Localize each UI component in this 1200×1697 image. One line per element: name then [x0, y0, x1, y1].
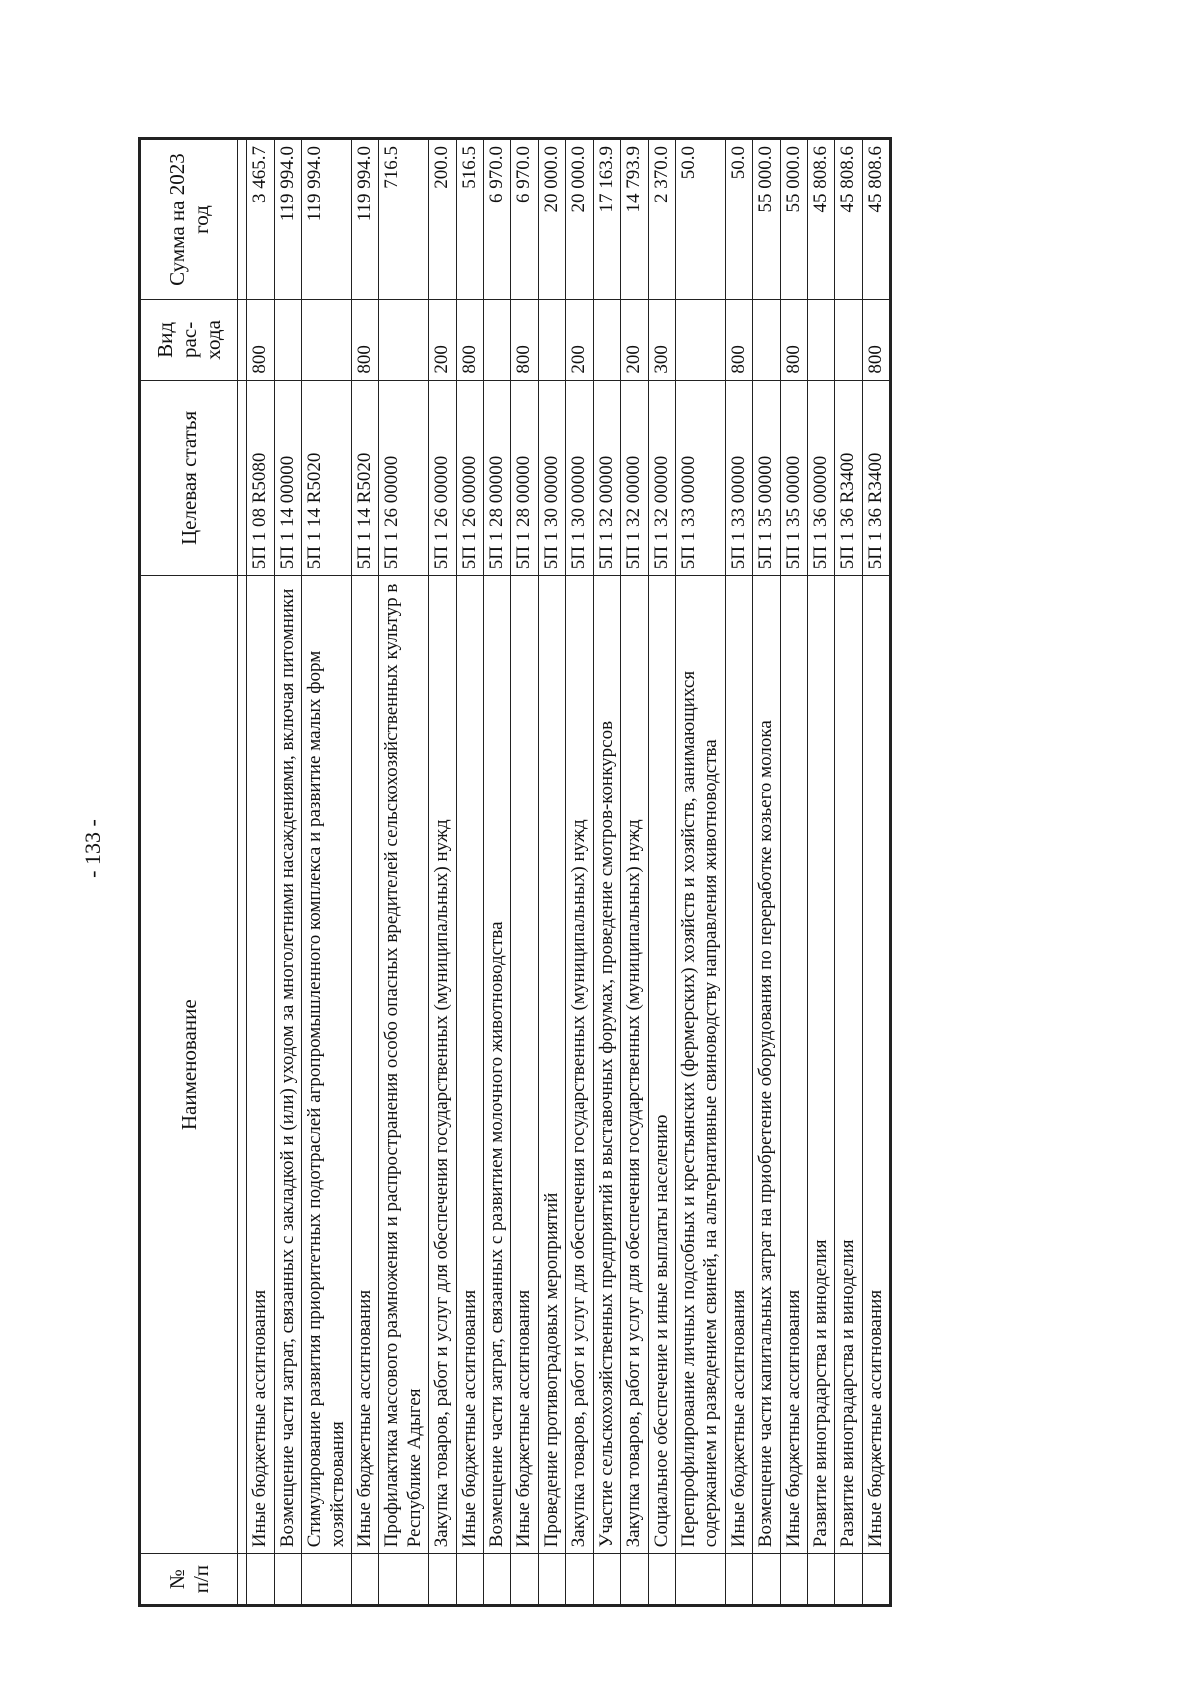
cell-kind: 200: [566, 300, 593, 381]
header-name: Наименование: [140, 576, 238, 1554]
cell-num: [648, 1554, 675, 1606]
cell-sum: 119 994.0: [274, 139, 301, 300]
cell-kind: [835, 300, 862, 381]
cell-name: Иные бюджетные ассигнования: [247, 576, 274, 1554]
cell-code: 5П 1 33 00000: [675, 380, 725, 576]
cell-num: [566, 1554, 593, 1606]
cell-name: Участие сельскохозяйственных предприятий в выставочных форумах, проведение смотров-конкурсов: [593, 576, 620, 1554]
cell-name: Закупка товаров, работ и услуг для обеспечения государственных (муниципальных) нужд: [429, 576, 456, 1554]
cell-name: Развитие виноградарства и виноделия: [835, 576, 862, 1554]
cell-name: Развитие виноградарства и виноделия: [807, 576, 834, 1554]
cell-sum: 17 163.9: [593, 139, 620, 300]
cell-kind: 800: [352, 300, 379, 381]
table-row: [675, 139, 725, 1606]
cell-kind: 800: [247, 300, 274, 381]
cell-sum: 119 994.0: [352, 139, 379, 300]
table-row: [566, 139, 593, 1606]
cell-sum: 50.0: [725, 139, 752, 300]
cell-code: 5П 1 30 00000: [566, 380, 593, 576]
header-num: № п/п: [140, 1554, 238, 1606]
cell-kind: [484, 300, 511, 381]
table-row: [621, 139, 648, 1606]
page-number: - 133 -: [80, 819, 105, 878]
cell-sum: 45 808.6: [807, 139, 834, 300]
cell-num: [862, 1554, 890, 1606]
cell-sum: 14 793.9: [621, 139, 648, 300]
table-row: [862, 139, 890, 1606]
table-body: [238, 139, 891, 1606]
cell-name: Закупка товаров, работ и услуг для обеспечения государственных (муниципальных) нужд: [621, 576, 648, 1554]
cell-num: [379, 1554, 429, 1606]
table-row: [352, 139, 379, 1606]
cell-name: Закупка товаров, работ и услуг для обеспечения государственных (муниципальных) нужд: [566, 576, 593, 1554]
table-row: [807, 139, 834, 1606]
cell-sum: 20 000.0: [538, 139, 565, 300]
cell-sum: 3 465.7: [247, 139, 274, 300]
cell-num: [538, 1554, 565, 1606]
cell-code: 5П 1 30 00000: [538, 380, 565, 576]
cell-kind: [379, 300, 429, 381]
cell-code: 5П 1 26 00000: [456, 380, 483, 576]
cell-code: 5П 1 28 00000: [484, 380, 511, 576]
cell-kind: 800: [725, 300, 752, 381]
cell-name: Социальное обеспечение и иные выплаты населению: [648, 576, 675, 1554]
cell-num: [429, 1554, 456, 1606]
cell-name: Возмещение части капитальных затрат на приобретение оборудования по переработке козьего молока: [753, 576, 780, 1554]
cell-sum: 516.5: [456, 139, 483, 300]
header-kind: Вид рас-хода: [140, 300, 238, 381]
cell-kind: [538, 300, 565, 381]
cell-kind: 200: [429, 300, 456, 381]
cell-name: Иные бюджетные ассигнования: [511, 576, 538, 1554]
cell-num: [621, 1554, 648, 1606]
cell-name: Иные бюджетные ассигнования: [780, 576, 807, 1554]
table-row: [429, 139, 456, 1606]
cell-kind: [274, 300, 301, 381]
header-sum: Сумма на 2023 год: [140, 139, 238, 300]
cell-code: 5П 1 26 00000: [429, 380, 456, 576]
cell-sum: 200.0: [429, 139, 456, 300]
cell-code: 5П 1 14 00000: [274, 380, 301, 576]
cell-num: [456, 1554, 483, 1606]
cell-sum: 119 994.0: [302, 139, 352, 300]
cell-num: [247, 1554, 274, 1606]
table-header-row: [140, 139, 238, 1606]
cell-code: 5П 1 32 00000: [621, 380, 648, 576]
cell-kind: [753, 300, 780, 381]
cell-kind: 200: [621, 300, 648, 381]
cell-kind: [302, 300, 352, 381]
cell-kind: [807, 300, 834, 381]
table-row: [456, 139, 483, 1606]
cell-name: Возмещение части затрат, связанных с закладкой и (или) уходом за многолетними насаждениями, включая питомники: [274, 576, 301, 1554]
cell-code: 5П 1 32 00000: [593, 380, 620, 576]
cell-num: [753, 1554, 780, 1606]
cell-name: Перепрофилирование личных подсобных и крестьянских (фермерских) хозяйств и хозяйств, занимающихся содержанием и разведением свиней, на альтернативные свиноводству направления животноводства: [675, 576, 725, 1554]
table-row: [593, 139, 620, 1606]
table-row: [725, 139, 752, 1606]
table-row: [379, 139, 429, 1606]
table-row: [538, 139, 565, 1606]
cell-num: [807, 1554, 834, 1606]
cell-name: Иные бюджетные ассигнования: [456, 576, 483, 1554]
cell-name: Иные бюджетные ассигнования: [725, 576, 752, 1554]
cell-code: 5П 1 32 00000: [648, 380, 675, 576]
cell-num: [274, 1554, 301, 1606]
header-code: Целевая статья: [140, 380, 238, 576]
cell-num: [780, 1554, 807, 1606]
cell-kind: [593, 300, 620, 381]
cell-num: [511, 1554, 538, 1606]
spacer-row: [238, 139, 247, 1606]
cell-code: 5П 1 35 00000: [780, 380, 807, 576]
table-row: [247, 139, 274, 1606]
cell-sum: 45 808.6: [862, 139, 890, 300]
cell-kind: 800: [862, 300, 890, 381]
table-row: [753, 139, 780, 1606]
cell-code: 5П 1 14 R5020: [352, 380, 379, 576]
cell-num: [484, 1554, 511, 1606]
cell-num: [352, 1554, 379, 1606]
cell-kind: [675, 300, 725, 381]
table-row: [484, 139, 511, 1606]
cell-name: Иные бюджетные ассигнования: [352, 576, 379, 1554]
cell-kind: 800: [780, 300, 807, 381]
cell-kind: 800: [456, 300, 483, 381]
cell-sum: 55 000.0: [780, 139, 807, 300]
table-row: [274, 139, 301, 1606]
table-row: [780, 139, 807, 1606]
cell-name: Профилактика массового размножения и распространения особо опасных вредителей сельскохозяйственных культур в Республике Адыгея: [379, 576, 429, 1554]
cell-num: [675, 1554, 725, 1606]
cell-sum: 45 808.6: [835, 139, 862, 300]
cell-num: [593, 1554, 620, 1606]
cell-num: [835, 1554, 862, 1606]
cell-kind: 800: [511, 300, 538, 381]
cell-sum: 55 000.0: [753, 139, 780, 300]
cell-num: [302, 1554, 352, 1606]
cell-code: 5П 1 26 00000: [379, 380, 429, 576]
cell-sum: 20 000.0: [566, 139, 593, 300]
cell-sum: 6 970.0: [484, 139, 511, 300]
cell-sum: 50.0: [675, 139, 725, 300]
cell-name: Возмещение части затрат, связанных с развитием молочного животноводства: [484, 576, 511, 1554]
cell-name: Иные бюджетные ассигнования: [862, 576, 890, 1554]
cell-code: 5П 1 36 R3400: [862, 380, 890, 576]
cell-name: Стимулирование развития приоритетных подотраслей агропромышленного комплекса и развитие малых форм хозяйствования: [302, 576, 352, 1554]
cell-code: 5П 1 14 R5020: [302, 380, 352, 576]
table-row: [511, 139, 538, 1606]
cell-num: [725, 1554, 752, 1606]
budget-table: [138, 137, 892, 1607]
cell-code: 5П 1 36 00000: [807, 380, 834, 576]
cell-kind: 300: [648, 300, 675, 381]
cell-code: 5П 1 35 00000: [753, 380, 780, 576]
cell-sum: 2 370.0: [648, 139, 675, 300]
cell-sum: 716.5: [379, 139, 429, 300]
cell-code: 5П 1 36 R3400: [835, 380, 862, 576]
table-row: [302, 139, 352, 1606]
table-row: [835, 139, 862, 1606]
cell-code: 5П 1 33 00000: [725, 380, 752, 576]
cell-code: 5П 1 28 00000: [511, 380, 538, 576]
cell-sum: 6 970.0: [511, 139, 538, 300]
cell-name: Проведение противоградовых мероприятий: [538, 576, 565, 1554]
cell-code: 5П 1 08 R5080: [247, 380, 274, 576]
table-row: [648, 139, 675, 1606]
